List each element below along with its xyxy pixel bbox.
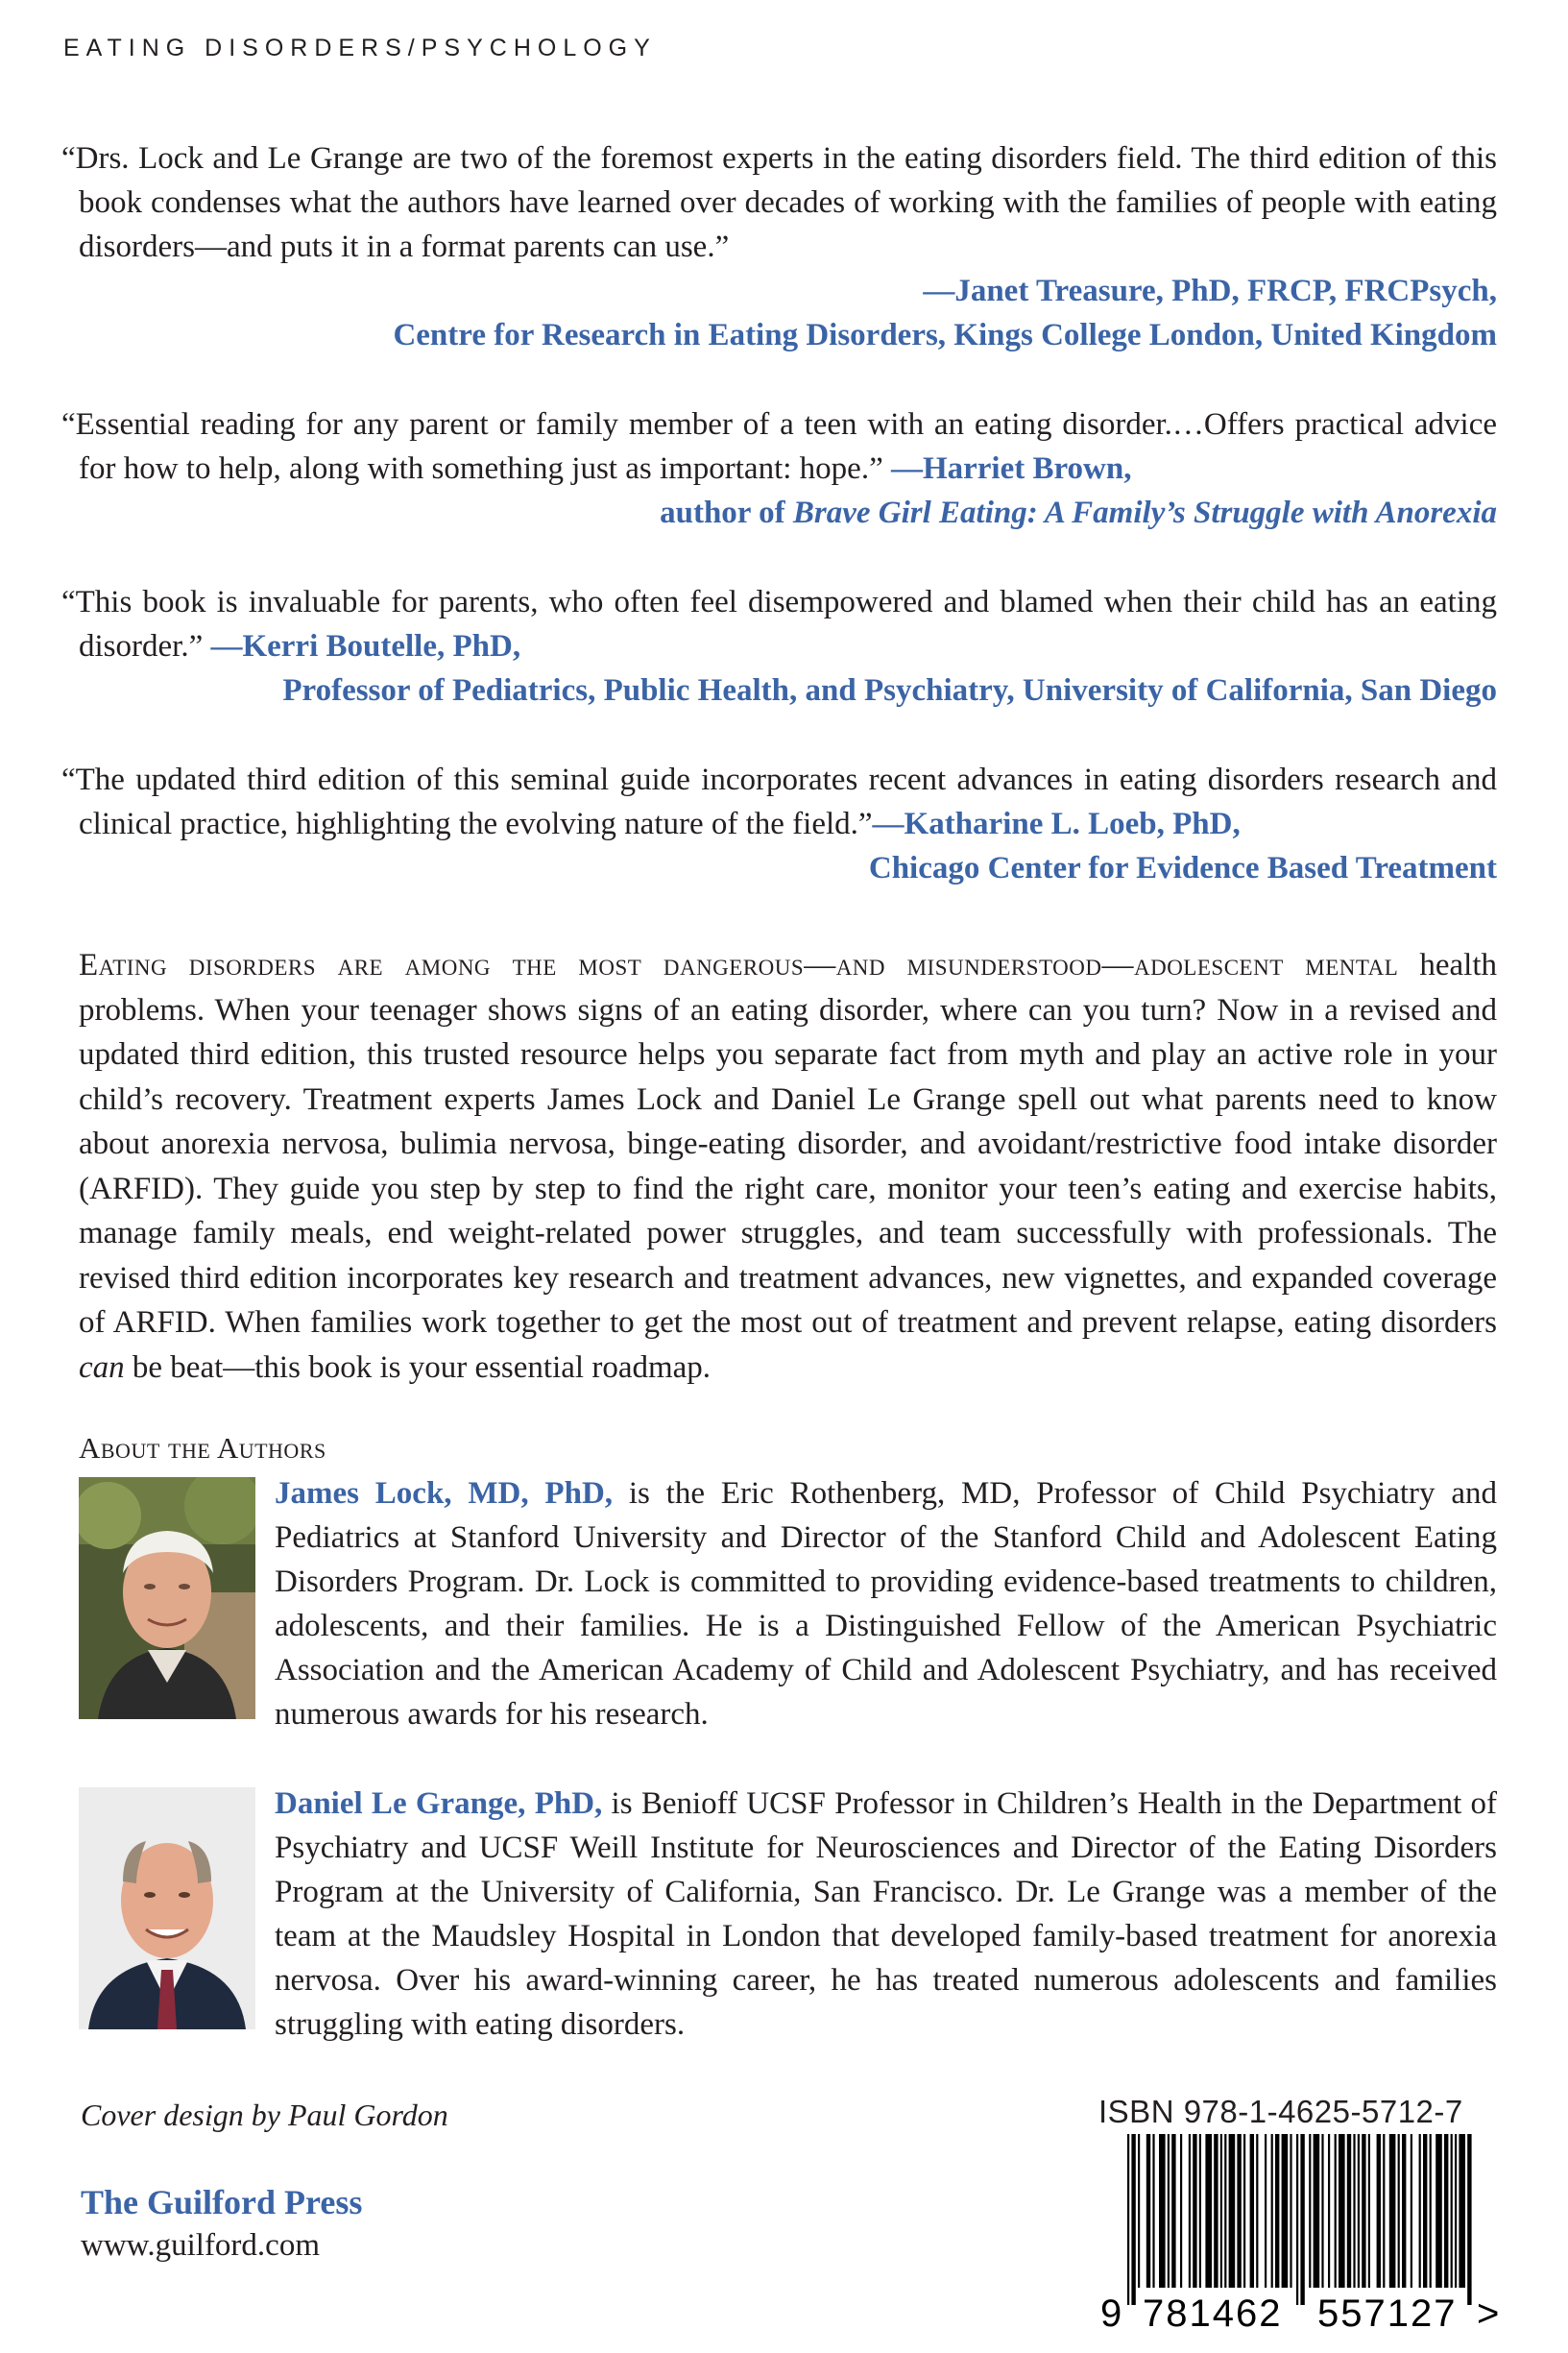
barcode-bar [1455, 2134, 1457, 2288]
barcode-bars [1127, 2134, 1472, 2305]
barcode-bar [1402, 2134, 1406, 2288]
cover-design-credit: Cover design by Paul Gordon [81, 2098, 448, 2132]
barcode-digit-first: 9 [1100, 2292, 1122, 2335]
barcode-bar [1180, 2134, 1182, 2288]
barcode-bar [1199, 2134, 1201, 2288]
description-body: health problems. When your teenager shows signs of an eating disorder, where can you turn? Now in a revised and updated third edition, this trusted resource helps you separate fact from myth and play an active role in your child’s recovery. Treatment experts James Lock and Daniel Le Grange spell out what parents need to know about anorexia nervosa, bulimia nervosa, binge-eating disorder, and avoidant/restrictive food intake disorder (ARFID). They guide you step by step to find the right care, monitor your teen’s eating and exercise habits, manage family meals, end weight-related power struggles, and team successfully with professionals. The revised third edition incorporates key research and treatment advances, new vignettes, and expanded coverage of ARFID. When families work together to get the most out of treatment and prevent relapse, eating disorders [79, 948, 1497, 1340]
barcode-bar [1237, 2134, 1241, 2288]
barcode-bar [1328, 2134, 1330, 2288]
barcode-bar [1389, 2134, 1396, 2288]
quote-text: “Essential reading for any parent or family member of a teen with an eating disorder.…Offers practical advice for how to help, along with something just as important: hope.” —Harriet Brown, [61, 407, 1497, 486]
barcode-bar [1335, 2134, 1337, 2288]
barcode-bar [1314, 2134, 1320, 2288]
barcode-bar [1353, 2134, 1355, 2288]
quote-attribution [61, 269, 1497, 357]
endorsement-4 [61, 758, 1497, 890]
attribution-affiliation: author of Brave Girl Eating: A Family’s Struggle with Anorexia [660, 496, 1497, 530]
barcode-bar [1309, 2134, 1311, 2288]
barcode-bar [1296, 2134, 1298, 2305]
barcode-bar [1368, 2134, 1370, 2288]
barcode-bar [1193, 2134, 1196, 2288]
barcode-group-right: 557127 [1317, 2292, 1458, 2335]
description-emphasis: can [79, 1349, 125, 1385]
description-lead: Eating disorders are among the most dangerous—and misunderstood—adolescent mental [79, 948, 1399, 982]
book-title: Brave Girl Eating: A Family’s Struggle with Anorexia [792, 496, 1497, 530]
barcode-bar [1467, 2134, 1471, 2305]
author-james-lock [79, 1471, 1497, 1736]
barcode-bar [1146, 2134, 1150, 2288]
barcode-bar [1419, 2134, 1421, 2288]
author-bio: Daniel Le Grange, PhD, is Benioff UCSF Professor in Children’s Health in the Department of Psychiatry and UCSF Weill Institute for Neurosciences and Director of the Eating Disorders Program at the University of California, San Francisco. Dr. Le Grange was a member of the team at the Maudsley Hospital in London that developed family-based treatment for anorexia nervosa. Over his award-winning career, he has treated numerous adolescents and families struggling with eating disorders. [275, 1786, 1497, 2042]
description-tail: be beat—this book is your essential roadmap. [124, 1349, 712, 1385]
barcode [1095, 2134, 1508, 2338]
barcode-bar [1168, 2134, 1170, 2288]
barcode-bar [1451, 2134, 1453, 2288]
attribution-name: —Harriet Brown, [890, 451, 1132, 486]
barcode-bar [1275, 2134, 1279, 2288]
barcode-bar [1171, 2134, 1175, 2288]
barcode-bar [1423, 2134, 1427, 2288]
barcode-bar [1189, 2134, 1191, 2288]
endorsements [61, 136, 1497, 935]
about-authors-heading: About the Authors [79, 1431, 326, 1465]
barcode-bar [1127, 2134, 1129, 2305]
barcode-bar [1459, 2134, 1465, 2288]
attribution-name: —Janet Treasure, PhD, FRCP, FRCPsych, [923, 274, 1497, 308]
endorsement-2 [61, 402, 1497, 535]
category-label: EATING DISORDERS/PSYCHOLOGY [63, 35, 657, 61]
barcode-bar [1205, 2134, 1212, 2288]
author-bio: James Lock, MD, PhD, is the Eric Rothenberg, MD, Professor of Child Psychiatry and Pediatrics at Stanford University and Director of the Stanford Child and Adolescent Eating Disorders Program. Dr. Lock is committed to providing evidence-based treatments to children, adolescents, and their families. He is a Distinguished Fellow of the American Psychiatric Association and the American Academy of Child and Adolescent Psychiatry, and has received numerous awards for his research. [275, 1476, 1498, 1732]
barcode-bar [1362, 2134, 1365, 2288]
attribution-affiliation: Professor of Pediatrics, Public Health, and Psychiatry, University of California, San Diego [282, 673, 1497, 708]
portrait-icon [79, 1787, 255, 2029]
barcode-bar [1220, 2134, 1222, 2288]
endorsement-1 [61, 136, 1497, 357]
barcode-marker: > [1477, 2292, 1500, 2335]
barcode-bar [1321, 2134, 1323, 2288]
quote-text: “This book is invaluable for parents, who often feel disempowered and blamed when their child has an eating disorder.” —Kerri Boutelle, PhD, [61, 585, 1497, 664]
barcode-bar [1290, 2134, 1291, 2288]
barcode-bar [1243, 2134, 1245, 2288]
barcode-bar [1229, 2134, 1236, 2288]
barcode-bar [1398, 2134, 1400, 2288]
author-name: Daniel Le Grange, PhD, [275, 1786, 603, 1821]
publisher-name: The Guilford Press [81, 2183, 363, 2221]
quote-text: “Drs. Lock and Le Grange are two of the foremost experts in the eating disorders field. The third edition of this book condenses what the authors have learned over decades of working with the families of people with eating disorders—and puts it in a format parents can use.” [61, 141, 1497, 264]
barcode-bar [1152, 2134, 1154, 2288]
barcode-bar [1377, 2134, 1381, 2288]
author-photo-daniel-le-grange [79, 1787, 255, 2029]
barcode-bar [1430, 2134, 1432, 2288]
barcode-bar [1339, 2134, 1345, 2288]
barcode-bar [1435, 2134, 1442, 2288]
barcode-bar [1383, 2134, 1385, 2288]
quote-text: “The updated third edition of this seminal guide incorporates recent advances in eating disorders research and clinical practice, highlighting the evolving nature of the field.”—Katharine L. Loeb, PhD, [61, 763, 1497, 841]
barcode-bar [1138, 2134, 1140, 2288]
author-name: James Lock, MD, PhD, [275, 1476, 614, 1511]
barcode-bar [1358, 2134, 1360, 2288]
portrait-icon [79, 1477, 255, 1719]
barcode-bar [1131, 2134, 1135, 2305]
attribution-name: —Kerri Boutelle, PhD, [210, 629, 521, 664]
author-daniel-le-grange [79, 1782, 1497, 2047]
barcode-bar [1271, 2134, 1273, 2288]
barcode-bar [1265, 2134, 1266, 2288]
barcode-bar [1282, 2134, 1289, 2288]
barcode-bar [1300, 2134, 1304, 2305]
author-photo-james-lock [79, 1477, 255, 1719]
barcode-bar [1256, 2134, 1258, 2288]
barcode-bar [1214, 2134, 1218, 2288]
attribution-affiliation: Centre for Research in Eating Disorders, Kings College London, United Kingdom [393, 318, 1497, 352]
barcode-bar [1347, 2134, 1351, 2288]
barcode-bar [1411, 2134, 1412, 2288]
attribution-name: —Katharine L. Loeb, PhD, [872, 807, 1241, 841]
barcode-bar [1159, 2134, 1166, 2288]
book-description [79, 943, 1497, 1390]
attribution-affiliation: Chicago Center for Evidence Based Treatment [868, 851, 1497, 885]
isbn-number: ISBN 978-1-4625-5712-7 [1098, 2094, 1463, 2129]
barcode-bar [1250, 2134, 1254, 2288]
endorsement-3 [61, 580, 1497, 713]
barcode-bar [1444, 2134, 1448, 2288]
barcode-group-left: 781462 [1143, 2292, 1283, 2335]
publisher-website[interactable]: www.guilford.com [81, 2228, 320, 2263]
barcode-bar [1224, 2134, 1226, 2288]
